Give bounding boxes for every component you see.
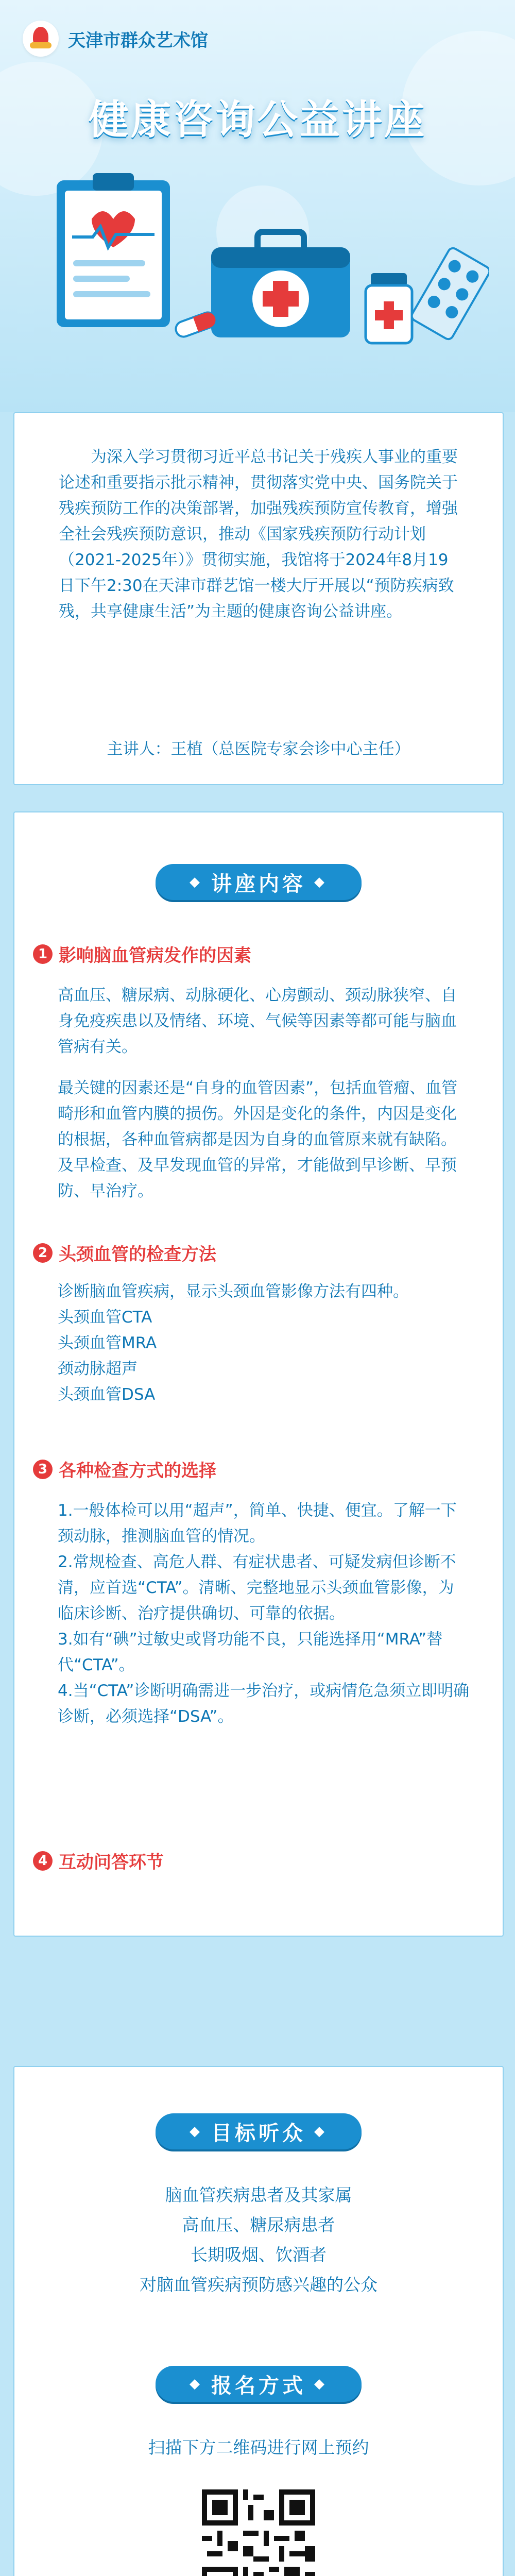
section-heading-text: 互动问答环节 xyxy=(59,1852,164,1873)
page-title: 健康咨询公益讲座 xyxy=(88,97,426,143)
content-card xyxy=(13,811,504,1937)
medicine-bottle-icon xyxy=(360,273,417,345)
section-number-badge: 1 xyxy=(33,944,53,964)
section-2-body xyxy=(58,1279,470,1408)
section-number-badge: 4 xyxy=(33,1851,53,1871)
signup-title-text: 报名方式 xyxy=(211,2374,306,2398)
content-section-title xyxy=(156,864,362,900)
content-title-text: 讲座内容 xyxy=(211,872,306,896)
signup-qr-code-icon[interactable] xyxy=(197,2484,320,2576)
section-2-line-1: 诊断脑血管疾病，显示头颈血管影像方法有四种。 xyxy=(58,1282,409,1301)
brand xyxy=(23,21,208,57)
signup-text: 扫描下方二维码进行网上预约 xyxy=(148,2437,369,2458)
section-number-badge: 3 xyxy=(33,1460,53,1479)
section-3-line-1: 1.一般体检可以用“超声”，简单、快捷、便宜。了解一下颈动脉，推测脑血管的情况。 xyxy=(58,1501,457,1546)
clipboard-icon xyxy=(52,170,175,330)
signup-section-title xyxy=(156,2366,362,2402)
diamond-icon: ◆ xyxy=(190,874,203,890)
section-2-line-3: 头颈血管MRA xyxy=(58,1334,157,1352)
diamond-icon: ◆ xyxy=(314,2124,328,2139)
audience-item: 高血压、糖尿病患者 xyxy=(182,2215,335,2235)
audience-item: 脑血管疾病患者及其家属 xyxy=(165,2185,352,2205)
diamond-icon: ◆ xyxy=(314,2376,328,2392)
pill-blister-icon xyxy=(412,242,489,345)
audience-list xyxy=(14,2180,503,2300)
host-line: 主讲人：王植（总医院专家会诊中心主任） xyxy=(107,740,410,758)
section-heading-text: 头颈血管的检查方法 xyxy=(59,1244,216,1265)
section-4-heading xyxy=(33,1848,164,1873)
audience-item: 对脑血管疾病预防感兴趣的公众 xyxy=(140,2275,377,2295)
section-heading-text: 影响脑血管病发作的因素 xyxy=(59,945,251,966)
brand-logo-icon xyxy=(23,21,59,57)
intro-card xyxy=(13,412,504,785)
section-2-line-2: 头颈血管CTA xyxy=(58,1308,152,1327)
section-2-line-5: 头颈血管DSA xyxy=(58,1385,156,1404)
section-1-body xyxy=(58,982,470,1204)
section-3-heading xyxy=(33,1456,216,1482)
section-3-body xyxy=(58,1498,470,1730)
info-card xyxy=(13,2066,504,2576)
capsule-icon xyxy=(170,309,221,340)
audience-section-title xyxy=(156,2113,362,2149)
section-heading-text: 各种检查方式的选择 xyxy=(59,1461,216,1481)
diamond-icon: ◆ xyxy=(314,874,328,890)
section-1-line-1: 高血压、糖尿病、动脉硬化、心房颤动、颈动脉狭窄、自身免疫疾患以及情绪、环境、气候等因素等都可能与脑血管病有关。 xyxy=(58,986,457,1056)
section-3-line-3: 3.如有“碘”过敏史或肾功能不良，只能选择用“MRA”替代“CTA”。 xyxy=(58,1630,443,1674)
section-1-line-2: 最关键的因素还是“自身的血管因素”，包括血管瘤、血管畸形和血管内膜的损伤。外因是变化的条件，内因是变化的根据，各种血管病都是因为自身的血管原来就有缺陷。及早检查、及早发现血管的异常，才能做到早诊断、早预防、早治疗。 xyxy=(58,1079,458,1200)
diamond-icon: ◆ xyxy=(190,2124,203,2139)
intro-paragraph: 为深入学习贯彻习近平总书记关于残疾人事业的重要论述和重要指示批示精神，贯彻落实党中央、国务院关于残疾预防工作的决策部署，加强残疾预防宣传教育，增强全社会残疾预防意识，推动《国家残疾预防行动计划（2021-2025年）》贯彻实施，我馆将于2024年8月19日下午2:30在天津市群艺馆一楼大厅开展以“预防疾病致残，共享健康生活”为主题的健康咨询公益讲座。 xyxy=(59,448,458,621)
section-3-line-2: 2.常规检查、高危人群、有症状患者、可疑发病但诊断不清，应首选“CTA”。清晰、完整地显示头颈血管影像，为临床诊断、治疗提供确切、可靠的依据。 xyxy=(58,1553,456,1623)
audience-title-text: 目标听众 xyxy=(211,2121,306,2145)
section-2-line-4: 颈动脉超声 xyxy=(58,1360,138,1378)
section-2-heading xyxy=(33,1240,216,1265)
brand-name: 天津市群众艺术馆 xyxy=(68,30,208,51)
section-1-heading xyxy=(33,941,251,967)
section-3-line-4: 4.当“CTA”诊断明确需进一步治疗，或病情危急须立即明确诊断，必须选择“DSA”。 xyxy=(58,1682,470,1726)
audience-item: 长期吸烟、饮酒者 xyxy=(191,2245,327,2265)
hero-banner xyxy=(0,0,515,412)
first-aid-kit-icon xyxy=(206,227,355,340)
diamond-icon: ◆ xyxy=(190,2376,203,2392)
section-number-badge: 2 xyxy=(33,1243,53,1263)
